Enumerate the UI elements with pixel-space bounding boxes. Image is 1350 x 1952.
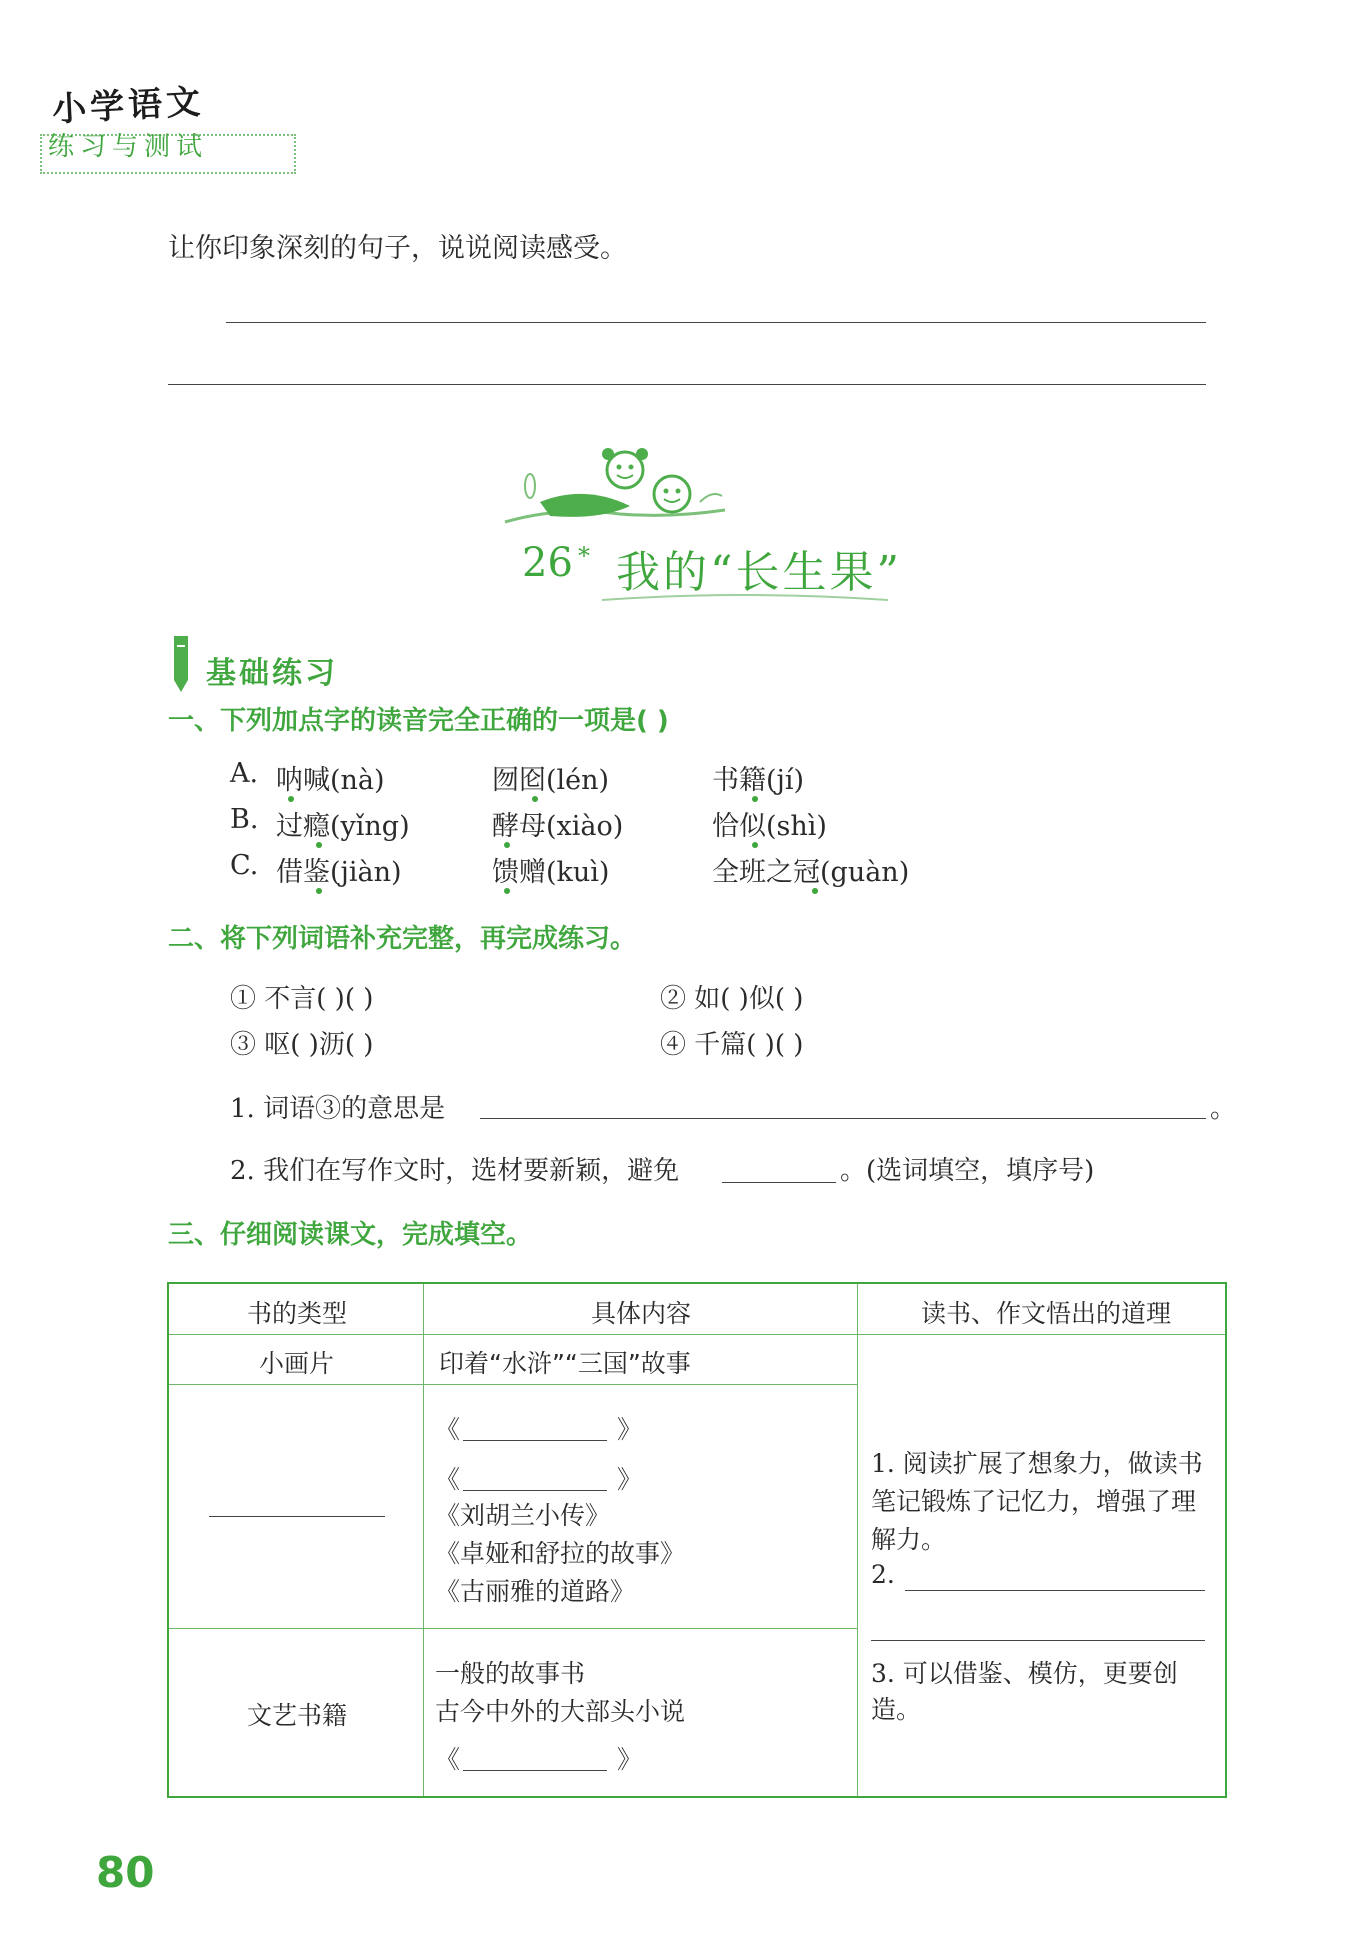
row3-book-open: 《 xyxy=(435,1745,461,1774)
option-b-word-1: 过瘾(yǐng) xyxy=(276,811,410,842)
page-number: 80 xyxy=(96,1848,155,1897)
title-underline-icon xyxy=(600,590,890,606)
brand-title: 小学语文 xyxy=(51,82,206,130)
table-divider xyxy=(169,1628,857,1629)
reason-1-line: 解力。 xyxy=(871,1525,947,1554)
kids-illustration-icon xyxy=(500,444,730,544)
option-b-letter[interactable]: B. xyxy=(230,804,259,835)
table-blank-line[interactable] xyxy=(209,1516,385,1517)
idiom-4[interactable]: ④ 千篇( )( ) xyxy=(660,1030,804,1060)
question-3-heading: 三、仔细阅读课文，完成填空。 xyxy=(168,1220,533,1250)
option-a-word-3: 书籍(jí) xyxy=(712,765,805,796)
emphasis-dot xyxy=(504,888,510,894)
subquestion-2-prefix: 2. 我们在写作文时，选材要新颖，避免 xyxy=(230,1156,680,1186)
answer-line[interactable] xyxy=(722,1182,836,1183)
row1-content: 印着“水浒”“三国”故事 xyxy=(439,1349,691,1378)
table-header-reason: 读书、作文悟出的道理 xyxy=(921,1299,1172,1328)
table-blank-line[interactable] xyxy=(463,1770,607,1771)
emphasis-dot xyxy=(752,842,758,848)
row2-book-title: 《卓娅和舒拉的故事》 xyxy=(435,1539,686,1568)
subquestion-1-suffix: 。 xyxy=(1210,1094,1237,1124)
intro-prompt: 让你印象深刻的句子，说说阅读感受。 xyxy=(168,233,627,264)
row2-book-close: 》 xyxy=(617,1465,643,1494)
option-b-word-3: 恰似(shì) xyxy=(712,811,827,842)
table-blank-line[interactable] xyxy=(905,1590,1205,1591)
reason-2-label: 2. xyxy=(871,1560,895,1589)
row3-book-close: 》 xyxy=(617,1745,643,1774)
lesson-title: 我的“长生果” xyxy=(616,547,902,598)
option-a-word-2: 囫囵(lén) xyxy=(492,765,610,796)
emphasis-dot xyxy=(752,796,758,802)
question-1-heading: 一、下列加点字的读音完全正确的一项是( ) xyxy=(168,706,669,736)
table-divider xyxy=(169,1334,1225,1335)
brand-subtitle: 练习与测试 xyxy=(48,132,209,162)
reading-table xyxy=(167,1282,1227,1798)
row1-type: 小画片 xyxy=(259,1349,335,1378)
row2-book-close: 》 xyxy=(617,1415,643,1444)
row3-content-line: 古今中外的大部头小说 xyxy=(435,1697,686,1726)
table-divider xyxy=(169,1384,857,1385)
subquestion-2-suffix: 。(选词填空，填序号) xyxy=(840,1156,1095,1186)
idiom-3[interactable]: ③ 呕( )沥( ) xyxy=(230,1030,374,1060)
row3-content-line: 一般的故事书 xyxy=(435,1659,586,1688)
pencil-icon xyxy=(168,632,194,696)
reason-1-line: 1. 阅读扩展了想象力，做读书 xyxy=(871,1449,1203,1478)
table-divider xyxy=(423,1284,424,1796)
table-header-type: 书的类型 xyxy=(247,1299,348,1328)
row2-book-title: 《古丽雅的道路》 xyxy=(435,1577,636,1606)
option-b-word-2: 酵母(xiào) xyxy=(492,811,624,842)
emphasis-dot xyxy=(316,888,322,894)
section-basic-label: 基础练习 xyxy=(206,656,338,691)
row3-type: 文艺书籍 xyxy=(247,1701,348,1730)
row2-book-open: 《 xyxy=(435,1465,461,1494)
option-a-letter[interactable]: A. xyxy=(230,758,259,789)
emphasis-dot xyxy=(504,842,510,848)
emphasis-dot xyxy=(812,888,818,894)
option-c-letter[interactable]: C. xyxy=(230,850,259,881)
option-c-word-1: 借鉴(jiàn) xyxy=(276,857,402,888)
reason-1-line: 笔记锻炼了记忆力，增强了理 xyxy=(871,1487,1197,1516)
option-a-word-1: 呐喊(nà) xyxy=(276,765,385,796)
emphasis-dot xyxy=(532,796,538,802)
emphasis-dot xyxy=(316,842,322,848)
question-2-heading: 二、将下列词语补充完整，再完成练习。 xyxy=(168,924,637,954)
answer-line[interactable] xyxy=(480,1118,1206,1119)
lesson-star: * xyxy=(578,542,590,570)
subquestion-1-prefix: 1. 词语③的意思是 xyxy=(230,1094,446,1124)
option-c-word-2: 馈赠(kuì) xyxy=(492,857,610,888)
option-c-word-3: 全班之冠(guàn) xyxy=(712,857,910,888)
table-divider xyxy=(857,1284,858,1796)
reason-3-line: 3. 可以借鉴、模仿，更要创造。 xyxy=(871,1659,1178,1724)
table-blank-line[interactable] xyxy=(463,1490,607,1491)
table-header-content: 具体内容 xyxy=(591,1299,692,1328)
idiom-2[interactable]: ② 如( )似( ) xyxy=(660,984,804,1014)
table-blank-line[interactable] xyxy=(871,1640,1205,1641)
row2-book-title: 《刘胡兰小传》 xyxy=(435,1501,611,1530)
answer-line[interactable] xyxy=(226,322,1206,323)
table-blank-line[interactable] xyxy=(463,1440,607,1441)
row2-book-open: 《 xyxy=(435,1415,461,1444)
answer-line[interactable] xyxy=(168,384,1206,385)
emphasis-dot xyxy=(288,796,294,802)
lesson-number: 26 xyxy=(522,540,573,586)
idiom-1[interactable]: ① 不言( )( ) xyxy=(230,984,374,1014)
